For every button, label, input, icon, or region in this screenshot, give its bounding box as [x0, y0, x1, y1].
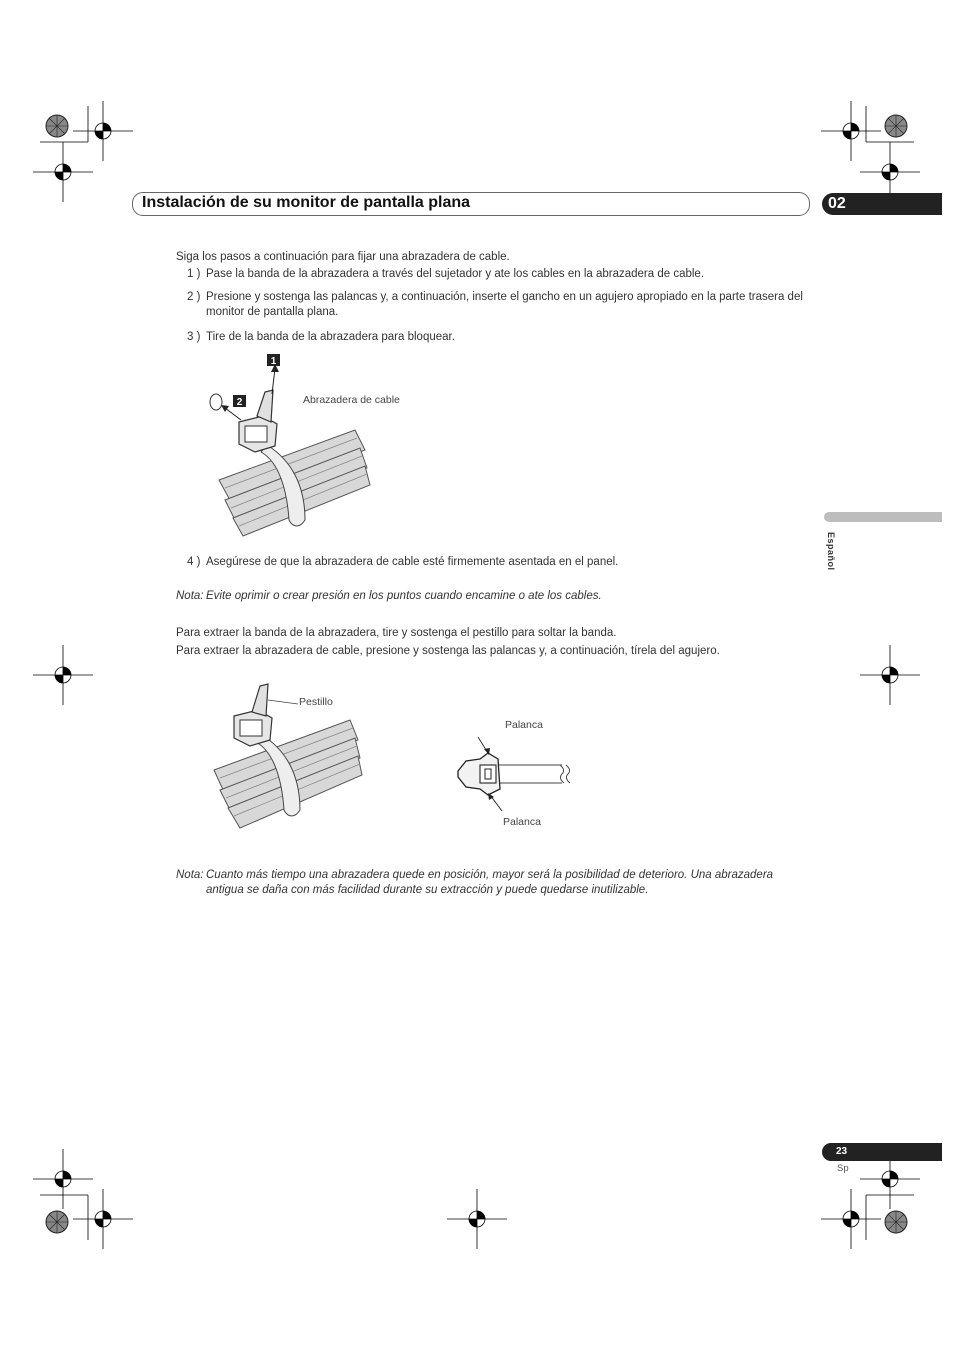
step-number: 2 ): [187, 291, 201, 303]
step-text: Asegúrese de que la abrazadera de cable esté firmemente asentada en el panel.: [206, 556, 619, 568]
note-label: Nota:: [176, 590, 204, 602]
step-text: Tire de la banda de la abrazadera para bloquear.: [206, 331, 455, 343]
cable-clamp-label: Abrazadera de cable: [303, 394, 400, 406]
language-code: Sp: [837, 1163, 849, 1174]
badge-2-text: 2: [236, 397, 243, 408]
step-text: Pase la banda de la abrazadera a través del sujetador y ate los cables en la abrazadera de cable.: [206, 268, 705, 280]
step-number: 1 ): [187, 268, 201, 280]
remove-band-text: Para extraer la banda de la abrazadera, tire y sostenga el pestillo para soltar la banda.: [176, 627, 617, 639]
language-label: Español: [826, 532, 836, 571]
remove-clamp-text: Para extraer la abrazadera de cable, presione y sostenga las palancas y, a continuación, tírela del agujero.: [176, 645, 720, 657]
step-text: Presione y sostenga las palancas y, a continuación, inserte el gancho en un agujero apropiado en la parte trasera del monitor de pantalla plana.: [206, 291, 803, 318]
cable-clamp-illustration: [205, 350, 425, 545]
latch-label: Pestillo: [299, 696, 333, 708]
badge-1-text: 1: [270, 356, 277, 367]
step-number: 3 ): [187, 331, 201, 343]
chapter-number: 02: [828, 195, 846, 212]
lever-top-label: Palanca: [505, 719, 543, 731]
latch-illustration: [210, 680, 370, 835]
lever-bottom-label: Palanca: [503, 816, 541, 828]
intro-text: Siga los pasos a continuación para fijar una abrazadera de cable.: [176, 251, 510, 263]
note-text: Cuanto más tiempo una abrazadera quede en posición, mayor será la posibilidad de deterioro. Una abrazadera antigua se daña con más facilidad durante su extracción y puede quedarse inutilizable.: [206, 869, 774, 896]
language-tab: [824, 512, 942, 522]
page-number: 23: [836, 1146, 848, 1157]
note-text: Evite oprimir o crear presión en los puntos cuando encamine o ate los cables.: [206, 590, 602, 602]
step-number: 4 ): [187, 556, 201, 568]
section-title: Instalación de su monitor de pantalla plana: [142, 194, 471, 211]
note-label: Nota:: [176, 869, 204, 881]
lever-illustration: [450, 735, 580, 815]
